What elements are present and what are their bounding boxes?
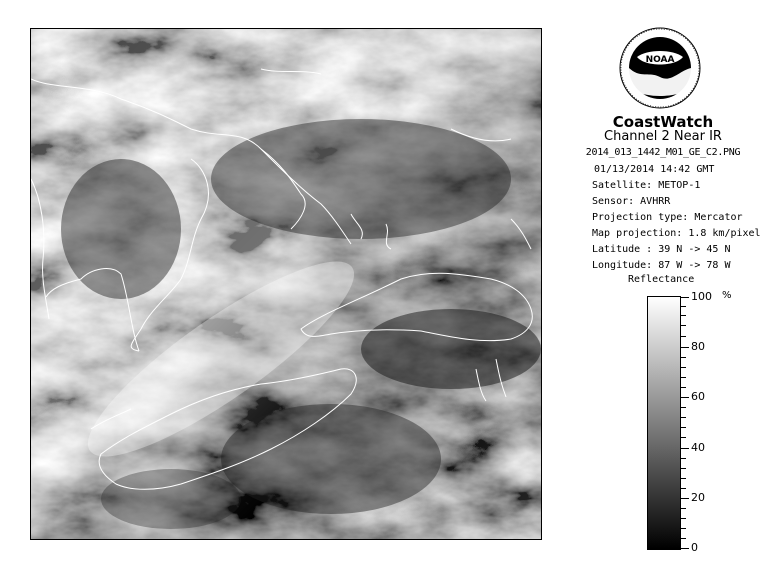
colorbar-minor-tick [681,306,686,307]
colorbar-minor-tick [681,387,686,388]
sensor-info: Sensor: AVHRR [592,196,671,207]
colorbar-tick-label: 0 [691,541,698,554]
colorbar-minor-tick [681,417,686,418]
colorbar-minor-tick [681,518,686,519]
colorbar-minor-tick [681,427,686,428]
colorbar-minor-tick [681,478,686,479]
colorbar-tick-label: 60 [691,390,705,403]
colorbar-minor-tick [681,488,686,489]
colorbar-tick-label: 100 [691,290,712,303]
latitude-range: Latitude : 39 N -> 45 N [592,244,731,255]
map-projection: Map projection: 1.8 km/pixel [592,228,761,239]
colorbar-minor-tick [681,336,686,337]
colorbar-minor-tick [681,357,686,358]
colorbar-tick [681,548,689,549]
coastwatch-title: CoastWatch [612,113,714,131]
colorbar-minor-tick [681,528,686,529]
channel-title: Channel 2 Near IR [604,129,722,144]
colorbar-minor-tick [681,407,686,408]
image-filename: 2014_013_1442_M01_GE_C2.PNG [585,147,741,158]
longitude-range: Longitude: 87 W -> 78 W [592,260,731,271]
colorbar-tick [681,347,689,348]
colorbar-tick [681,498,689,499]
reflectance-colorbar [647,296,681,550]
colorbar-tick [681,448,689,449]
noaa-logo-text: NOAA [645,55,675,65]
projection-type: Projection type: Mercator [592,212,743,223]
colorbar-minor-tick [681,437,686,438]
colorbar-minor-tick [681,367,686,368]
colorbar-minor-tick [681,377,686,378]
colorbar-minor-tick [681,458,686,459]
colorbar-minor-tick [681,508,686,509]
colorbar-minor-tick [681,468,686,469]
colorbar-unit: % [722,290,732,301]
colorbar-tick [681,397,689,398]
noaa-logo [619,27,701,109]
colorbar-tick-label: 80 [691,340,705,353]
cloud-imagery-svg [31,29,541,539]
date-time: 01/13/2014 14:42 GMT [594,164,715,175]
colorbar-tick [681,297,689,298]
colorbar-minor-tick [681,315,686,316]
satellite-info: Satellite: METOP-1 [592,180,701,191]
colorbar-tick-label: 20 [691,491,705,504]
colorbar-label: Reflectance [628,274,695,285]
satellite-image [30,28,542,540]
colorbar-tick-label: 40 [691,441,705,454]
colorbar-minor-tick [681,538,686,539]
colorbar-minor-tick [681,325,686,326]
